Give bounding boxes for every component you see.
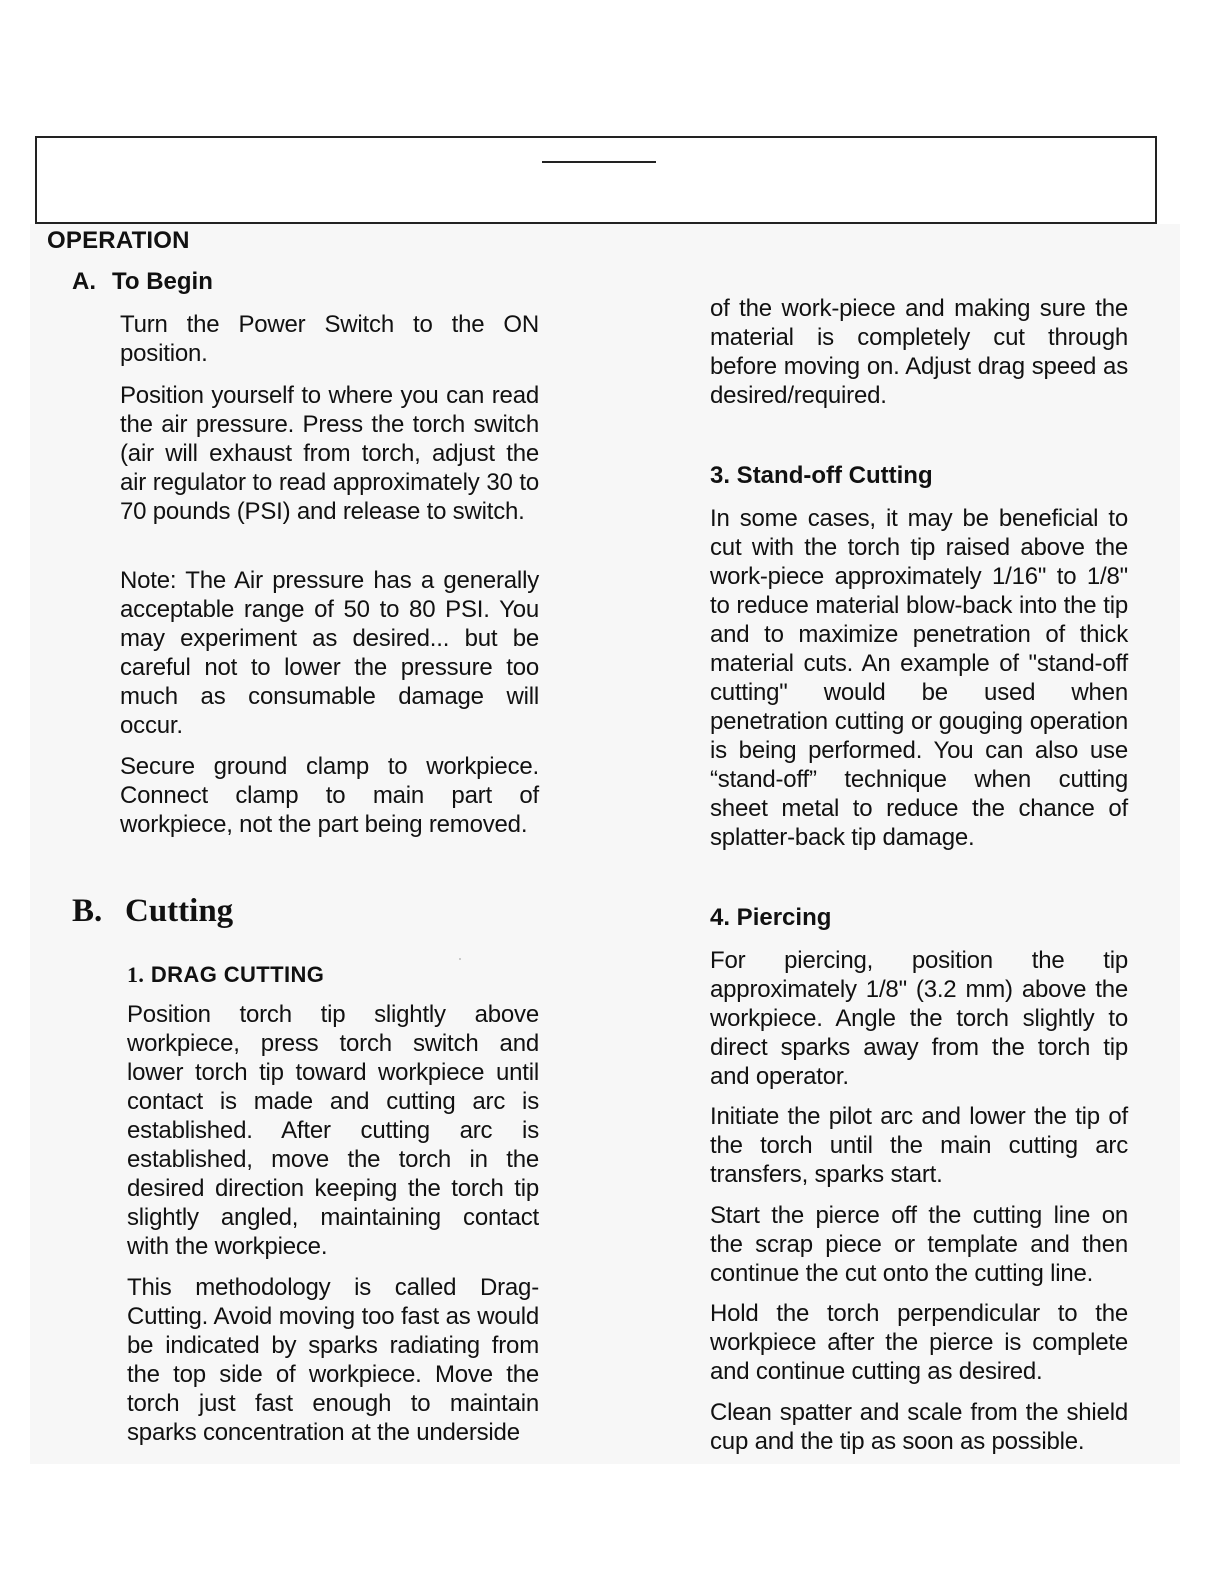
to-begin-paragraph: Position yourself to where you can read the air pressure. Press the torch switch (air will exhaust from torch, adjust the air regulator to read approximately 30 to 70 pounds (PSI) and release to switch. bbox=[120, 382, 539, 525]
header-box bbox=[35, 136, 1157, 224]
to-begin-letter: A. bbox=[72, 268, 96, 295]
piercing-paragraph: Hold the torch perpendicular to the workpiece after the pierce is complete and continue cutting as desired. bbox=[710, 1300, 1128, 1385]
header-rule bbox=[542, 161, 656, 163]
to-begin-heading bbox=[72, 268, 213, 296]
piercing-paragraph: Initiate the pilot arc and lower the tip of the torch until the main cutting arc transfers, sparks start. bbox=[710, 1103, 1128, 1188]
drag-cutting-paragraph: Position torch tip slightly above workpiece, press torch switch and lower torch tip toward workpiece until contact is made and cutting arc is established. After cutting arc is established, move the torch in the desired direction keeping the torch tip slightly angled, maintaining contact with the workpiece. bbox=[127, 1001, 539, 1260]
piercing-paragraph: Start the pierce off the cutting line on the scrap piece or template and then continue the cut onto the cutting line. bbox=[710, 1202, 1128, 1287]
cutting-title: Cutting bbox=[125, 893, 234, 929]
section-title: OPERATION bbox=[47, 227, 190, 254]
to-begin-paragraph: Secure ground clamp to workpiece. Connect clamp to main part of workpiece, not the part being removed. bbox=[120, 753, 539, 838]
drag-cutting-title: DRAG CUTTING bbox=[150, 962, 325, 987]
piercing-heading: 4. Piercing bbox=[710, 904, 832, 931]
standoff-heading: 3. Stand-off Cutting bbox=[710, 462, 933, 489]
cutting-heading bbox=[72, 893, 233, 930]
drag-cutting-heading bbox=[127, 962, 324, 988]
drag-cutting-continuation: of the work-piece and making sure the material is completely cut through before moving on. Adjust drag speed as desired/required. bbox=[710, 295, 1128, 409]
to-begin-paragraph: Note: The Air pressure has a generally acceptable range of 50 to 80 PSI. You may experiment as desired... but be careful not to lower the pressure too much as consumable damage will occur. bbox=[120, 567, 539, 739]
scan-speck bbox=[459, 958, 461, 960]
drag-cutting-paragraph: This methodology is called Drag-Cutting. Avoid moving too fast as would be indicated by sparks radiating from the top side of workpiece. Move the torch just fast enough to maintain sparks concentration at the underside bbox=[127, 1274, 539, 1446]
cutting-letter: B. bbox=[72, 893, 103, 929]
to-begin-paragraph: Turn the Power Switch to the ON position. bbox=[120, 311, 539, 367]
to-begin-title: To Begin bbox=[112, 268, 213, 295]
piercing-paragraph: Clean spatter and scale from the shield cup and the tip as soon as possible. bbox=[710, 1399, 1128, 1455]
standoff-paragraph: In some cases, it may be beneficial to cut with the torch tip raised above the work-piece approximately 1/16" to 1/8" to reduce material blow-back into the tip and to maximize penetration of thick material cuts. An example of "stand-off cutting" would be used when penetration cutting or gouging operation is being performed. You can also use “stand-off” technique when cutting sheet metal to reduce the chance of splatter-back tip damage. bbox=[710, 505, 1128, 851]
drag-cutting-number: 1. bbox=[127, 962, 145, 987]
piercing-paragraph: For piercing, position the tip approximately 1/8" (3.2 mm) above the workpiece. Angle the torch slightly to direct sparks away from the torch tip and operator. bbox=[710, 947, 1128, 1090]
